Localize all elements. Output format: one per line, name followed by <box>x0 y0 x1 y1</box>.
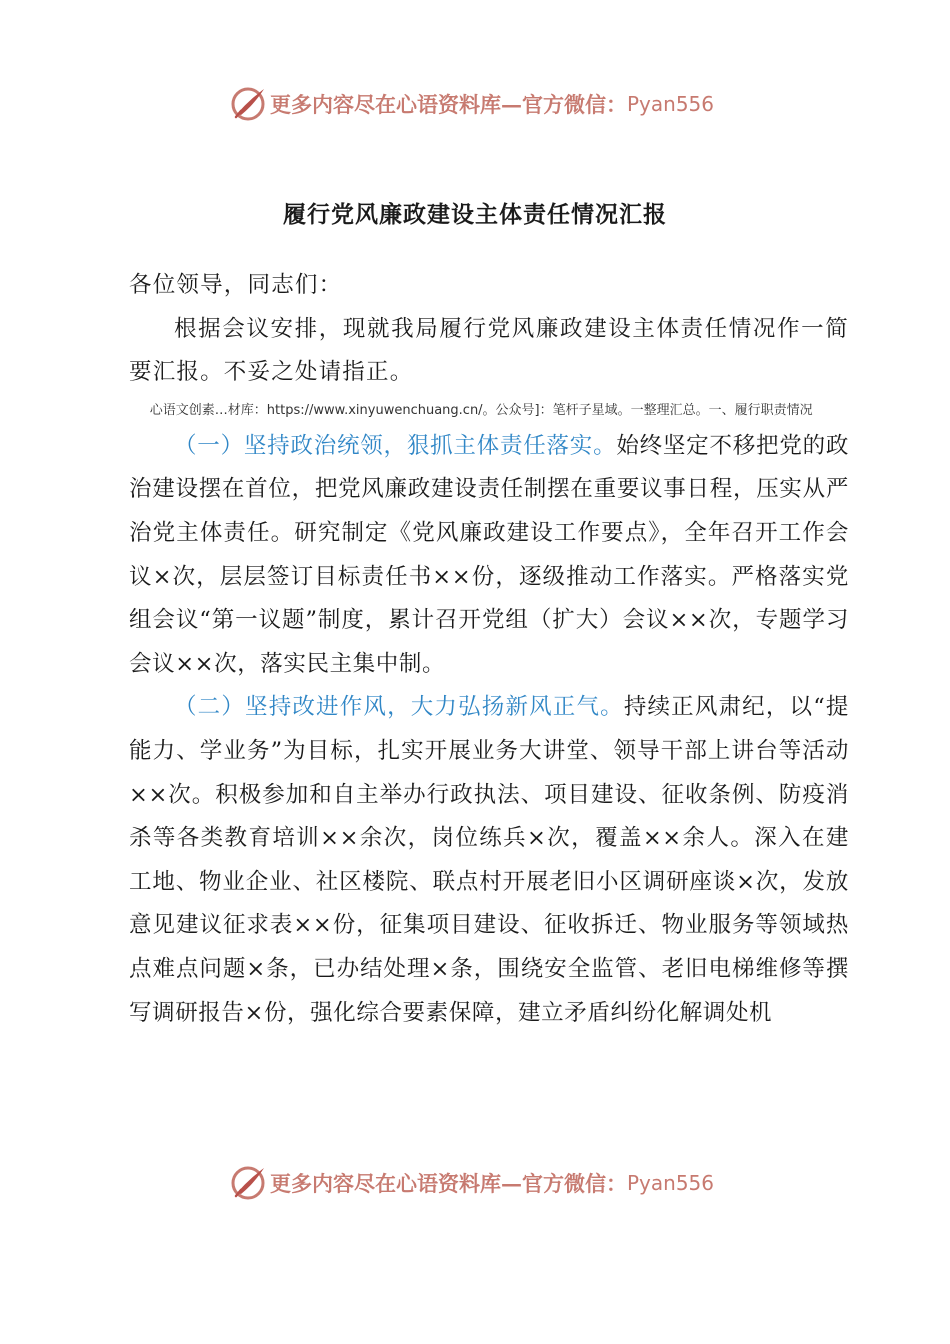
section-paragraph <box>129 686 849 1035</box>
quill-pen-logo-icon <box>228 1163 268 1203</box>
watermark-wechat-id: Pyan556 <box>627 1171 715 1195</box>
document-title: 履行党风廉政建设主体责任情况汇报 <box>283 201 667 228</box>
section-body: 始终坚定不移把党的政治建设摆在首位，把党风廉政建设责任制摆在重要议事日程，压实从严治党主体责任。研究制定《党风廉政建设工作要点》，全年召开工作会议×次，层层签订目标责任书××份，逐级推动工作落实。严格落实党组会议“第一议题”制度，累计召开党组（扩大）会议××次，专题学习会议××次，落实民主集中制。 <box>129 432 849 677</box>
watermark-banner-top <box>228 84 714 124</box>
watermark-banner-bottom <box>228 1163 714 1203</box>
section-heading: （二）坚持改进作风，大力弘扬新风正气。 <box>174 694 624 721</box>
watermark-site-text: 更多内容尽在心语资料库—官方微信： <box>270 92 627 117</box>
section-paragraph <box>129 425 849 687</box>
quill-pen-logo-icon <box>228 84 268 124</box>
document-body <box>129 264 849 1035</box>
section-heading: （一）坚持政治统领，狠抓主体责任落实。 <box>174 432 617 459</box>
watermark-site-text: 更多内容尽在心语资料库—官方微信： <box>270 1171 627 1196</box>
intro-paragraph: 根据会议安排，现就我局履行党风廉政建设主体责任情况作一简要汇报。不妥之处请指正。 <box>129 315 849 386</box>
section-body: 持续正风肃纪，以“提能力、学业务”为目标，扎实开展业务大讲堂、领导干部上讲台等活动××次。积极参加和自主举办行政执法、项目建设、征收条例、防疫消杀等各类教育培训××余次，岗位练兵×次，覆盖××余人。深入在建工地、物业企业、社区楼院、联点村开展老旧小区调研座谈×次，发放意见建议征求表××份，征集项目建设、征收拆迁、物业服务等领域热点难点问题×条，已办结处理×条，围绕安全监管、老旧电梯维修等撰写调研报告×份，强化综合要素保障，建立矛盾纠纷化解调处机 <box>129 694 849 1026</box>
watermark-wechat-id: Pyan556 <box>627 92 715 116</box>
salutation: 各位领导，同志们： <box>129 272 343 298</box>
source-note: 心语文创素…材库：https://www.xinyuwenchuang.cn/。公众号]：笔杆子星域。一整理汇总。一、履行职责情况 <box>149 402 813 418</box>
